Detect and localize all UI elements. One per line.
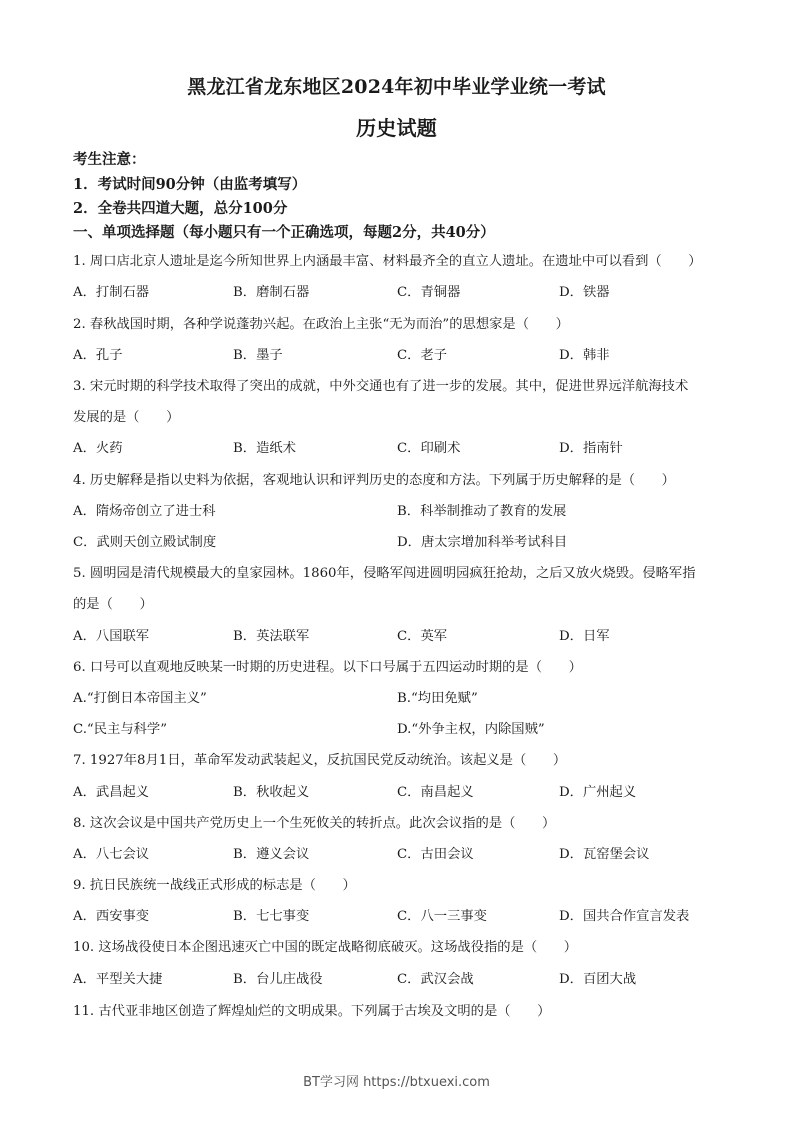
question-text: 的是（ ） [73,597,153,612]
option: C．南昌起义 [397,785,474,800]
option: B．造纸术 [233,441,296,456]
option: A.“打倒日本帝国主义” [73,691,207,706]
option: B．墨子 [233,348,283,363]
option: C．青铜器 [397,285,461,300]
option: A．火药 [73,441,123,456]
option: C．英军 [397,629,448,644]
question-text: 4. 历史解释是指以史料为依据，客观地认识和评判历史的态度和方法。下列属于历史解释的是（ ） [73,473,675,488]
option: D．百团大战 [559,972,637,987]
notice-item: 1．考试时间90分钟（由监考填写） [73,176,307,193]
question-text: 1. 周口店北京人遗址是迄今所知世界上内涵最丰富、材料最齐全的直立人遗址。在遗址中可以看到（ ） [73,254,702,269]
option: C．八一三事变 [397,909,487,924]
option: B．七七事变 [233,909,310,924]
option: D．韩非 [559,348,610,363]
section-heading: 一、单项选择题（每小题只有一个正确选项，每题2分，共40分） [73,224,495,241]
option: D．日军 [559,629,610,644]
notice-heading: 考生注意： [73,151,146,168]
option: D．国共合作宣言发表 [559,909,690,924]
option: C．古田会议 [397,847,474,862]
question-text: 6. 口号可以直观地反映某一时期的历史进程。以下口号属于五四运动时期的是（ ） [73,660,582,675]
option: B．科举制推动了教育的发展 [397,504,567,519]
option: A．八七会议 [73,847,150,862]
question-text: 2. 春秋战国时期，各种学说蓬勃兴起。在政治上主张“无为而治”的思想家是（ ） [73,317,569,332]
page-footer-watermark: BT学习网 https://btxuexi.com [303,1075,490,1090]
question-text: 5. 圆明园是清代规模最大的皇家园林。1860年，侵略军闯进圆明园疯狂抢劫，之后又放火烧毁。侵略军指 [73,566,696,581]
option: B．台儿庄战役 [233,972,323,987]
option: D.“外争主权，内除国贼” [397,722,545,737]
option: B．秋收起义 [233,785,310,800]
question-text: 7. 1927年8月1日，革命军发动武装起义，反抗国民党反动统治。该起义是（ ） [73,753,567,768]
option: C．武则天创立殿试制度 [73,535,217,550]
option: A．武昌起义 [73,785,150,800]
option: A．西安事变 [73,909,150,924]
option: B．遵义会议 [233,847,310,862]
option: D．广州起义 [559,785,637,800]
option: A．打制石器 [73,285,150,300]
question-text: 发展的是（ ） [73,410,180,425]
exam-title: 黑龙江省龙东地区2024年初中毕业学业统一考试 [187,76,606,98]
option: D．唐太宗增加科举考试科目 [397,535,568,550]
option: C．武汉会战 [397,972,474,987]
option: C．老子 [397,348,448,363]
exam-subtitle: 历史试题 [356,116,437,140]
option: B.“均田免赋” [397,691,478,706]
option: B．磨制石器 [233,285,310,300]
question-text: 3. 宋元时期的科学技术取得了突出的成就，中外交通也有了进一步的发展。其中，促进世界远洋航海技术 [73,379,689,394]
question-text: 11. 古代亚非地区创造了辉煌灿烂的文明成果。下列属于古埃及文明的是（ ） [73,1004,551,1019]
option: A．孔子 [73,348,123,363]
option: C．印刷术 [397,441,461,456]
question-text: 10. 这场战役使日本企图迅速灭亡中国的既定战略彻底破灭。这场战役指的是（ ） [73,940,578,955]
option: D．指南针 [559,441,623,456]
option: B．英法联军 [233,629,310,644]
option: A．隋炀帝创立了进士科 [73,504,216,519]
notice-item: 2．全卷共四道大题，总分100分 [73,200,288,217]
option: D．铁器 [559,285,610,300]
question-text: 9. 抗日民族统一战线正式形成的标志是（ ） [73,878,356,893]
option: D．瓦窑堡会议 [559,847,650,862]
option: C.“民主与科学” [73,722,168,737]
question-text: 8. 这次会议是中国共产党历史上一个生死攸关的转折点。此次会议指的是（ ） [73,816,556,831]
option: A．平型关大捷 [73,972,163,987]
option: A．八国联军 [73,629,150,644]
